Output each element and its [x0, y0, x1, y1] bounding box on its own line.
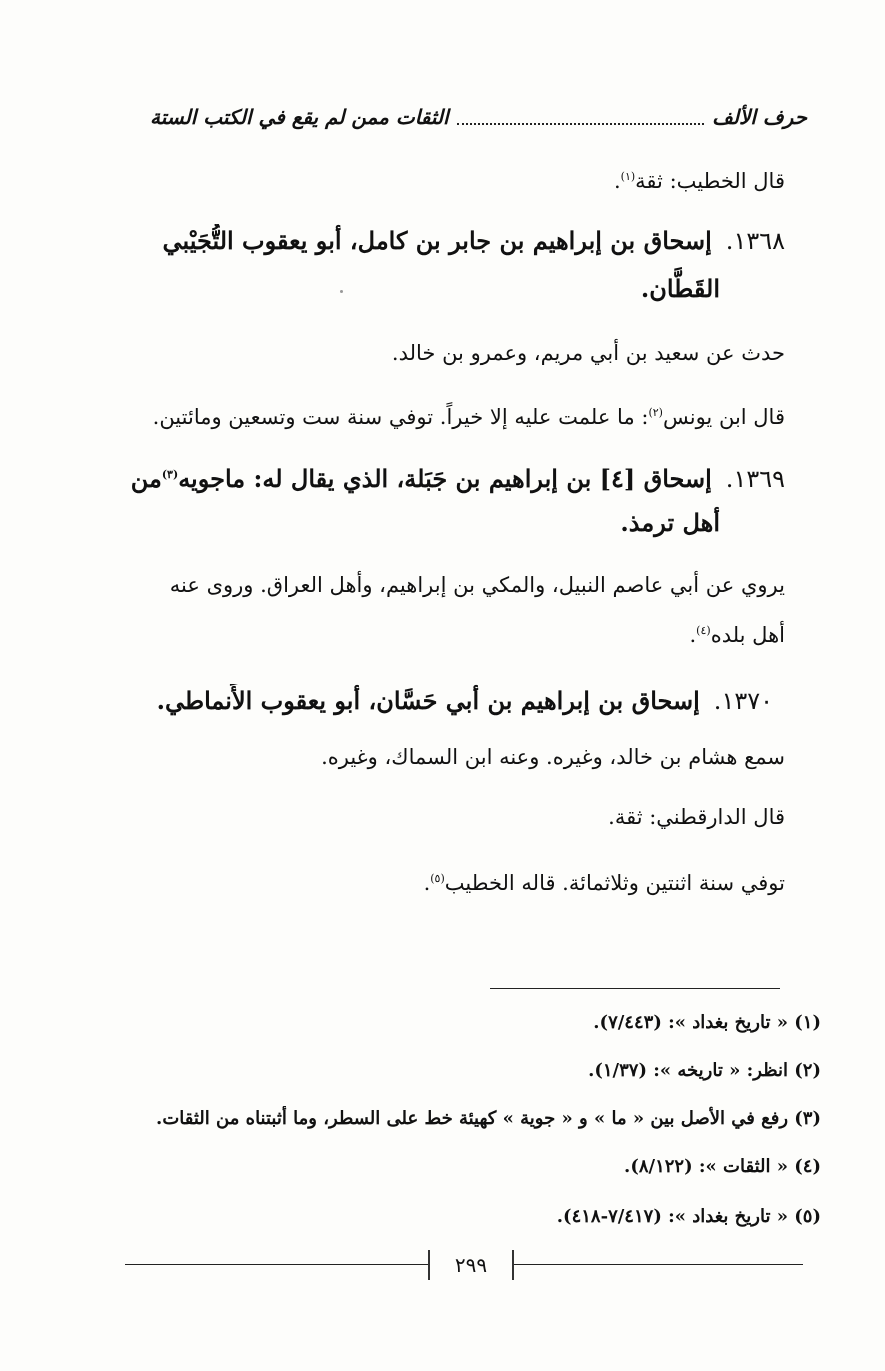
- entry-1370-heading: [130, 684, 773, 718]
- footnote-ref: (٤): [696, 624, 711, 637]
- entry-1370-daraqutni: قال الدارقطني: ثقة.: [608, 805, 785, 829]
- page-number: ٢٩٩: [428, 1250, 514, 1280]
- entry-number: ١٣٧٠.: [713, 687, 773, 715]
- footnote-ref: (٥): [430, 872, 445, 885]
- header-dot-leader: [457, 109, 705, 125]
- footnote: (٤) « الثقات »: (٨/١٢٢).: [624, 1156, 821, 1177]
- entry-1369-narration: يروي عن أبي عاصم النبيل، والمكي بن إبراهيم، وأهل العراق. وروى عنه: [169, 573, 785, 597]
- footnote-separator: [490, 988, 780, 989]
- footnote-ref: (٢): [648, 406, 663, 419]
- footnote: (٣) رفع في الأصل بين « ما » و « جوية » كهيئة خط على السطر، وما أثبتناه من الثقات.: [156, 1108, 821, 1129]
- entry-1368-quote: قال ابن يونس$^{(٢)}$: ما علمت عليه إلا خيراً. توفي سنة ست وتسعين ومائتين.: [152, 405, 785, 429]
- entry-number: ١٣٦٨.: [725, 227, 785, 255]
- footnote: (٢) انظر: « تاريخه »: (١/٣٧).: [588, 1060, 821, 1081]
- entry-number: ١٣٦٩.: [725, 465, 785, 493]
- prev-entry-statement: قال الخطيب: ثقة$^{(١)}$.: [613, 169, 785, 193]
- scan-speck: [340, 290, 343, 293]
- header-chapter: حرف الألف: [712, 105, 807, 129]
- entry-name: إسحاق بن إبراهيم بن أبي حَسَّان، أبو يعقوب الأَنماطي.: [156, 686, 700, 715]
- footnote: (١) « تاريخ بغداد »: (٧/٤٤٣).: [593, 1012, 821, 1033]
- entry-name: إسحاق بن إبراهيم بن جابر بن كامل، أبو يعقوب التُّجَيْبي: [162, 226, 712, 255]
- footnote-ref: (٣): [161, 468, 179, 481]
- header-book-title: الثقات ممن لم يقع في الكتب الستة: [150, 105, 449, 129]
- entry-1368-heading-cont: القَطَّان.: [640, 274, 720, 303]
- entry-1368-narration: حدث عن سعيد بن أبي مريم، وعمرو بن خالد.: [391, 341, 785, 365]
- entry-1368-heading: [130, 224, 785, 258]
- entry-1370-death: توفي سنة اثنتين وثلاثمائة. قاله الخطيب$^{(٥)}$.: [423, 871, 785, 895]
- entry-1369-narration-cont: أهل بلده$^{(٤)}$.: [689, 623, 785, 647]
- footnote: (٥) « تاريخ بغداد »: (٧/٤١٧-٤١٨).: [556, 1206, 821, 1227]
- entry-1370-narration: سمع هشام بن خالد، وغيره. وعنه ابن السماك، وغيره.: [321, 745, 785, 769]
- footnote-ref: (١): [620, 170, 636, 183]
- running-header: [150, 100, 807, 134]
- entry-1369-heading: ١٣٦٩.إسحاق [٤] بن إبراهيم بن جَبَلة، الذي يقال له: ماجويه$^{(٣)}$من: [130, 464, 785, 493]
- entry-1369-heading-cont: أهل ترمذ.: [620, 508, 720, 537]
